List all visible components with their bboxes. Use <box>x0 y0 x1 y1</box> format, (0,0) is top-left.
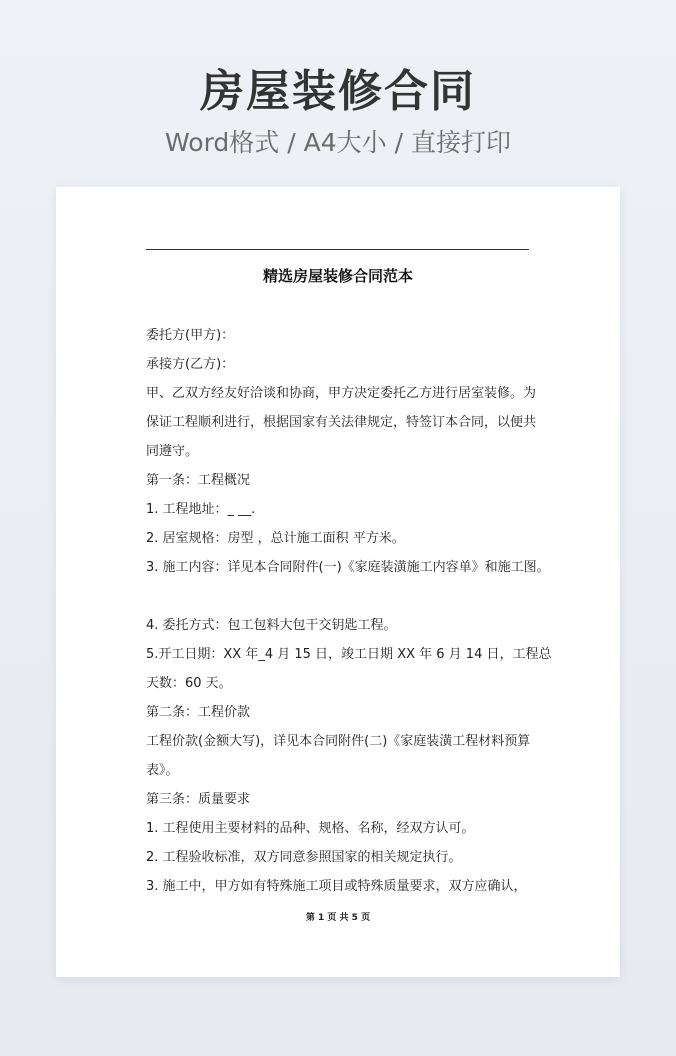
header-rule <box>146 249 529 250</box>
page-number: 第 1 页 共 5 页 <box>305 913 371 923</box>
body-line: 承接方(乙方)： <box>146 357 235 372</box>
body-line: 1. 工程使用主要材料的品种、规格、名称，经双方认可。 <box>146 821 475 836</box>
body-line: 工程价款(金额大写)，详见本合同附件(二)《家庭装潢工程材料预算 <box>146 734 531 749</box>
banner-subtitle: Word格式 / A4大小 / 直接打印 <box>165 128 511 157</box>
document-page <box>56 187 620 977</box>
section-heading: 第二条：工程价款 <box>146 705 251 720</box>
body-line: 3. 施工中，甲方如有特殊施工项目或特殊质量要求，双方应确认， <box>146 879 527 894</box>
body-line: 4. 委托方式：包工包料大包干交钥匙工程。 <box>146 618 397 633</box>
section-heading: 第一条：工程概况 <box>146 473 251 488</box>
blank-line <box>146 582 530 611</box>
body-line: 5.开工日期：XX 年_4 月 15 日，竣工日期 XX 年 6 月 14 日，工程总 <box>146 647 552 662</box>
document-body <box>146 321 552 901</box>
body-line: 3. 施工内容：详见本合同附件(一)《家庭装潢施工内容单》和施工图。 <box>146 560 550 575</box>
banner-header <box>0 62 676 160</box>
body-line: 天数：60 天。 <box>146 676 232 691</box>
body-line: 甲、乙双方经友好洽谈和协商，甲方决定委托乙方进行居室装修。为 <box>146 386 537 401</box>
document-title: 精选房屋装修合同范本 <box>262 267 413 285</box>
body-line: 保证工程顺利进行，根据国家有关法律规定，特签订本合同，以便共 <box>146 415 537 430</box>
body-line: 1. 工程地址：_ __. <box>146 502 256 517</box>
section-heading: 第三条：质量要求 <box>146 792 251 807</box>
body-line: 2. 居室规格：房型 ，总计施工面积 平方米。 <box>146 531 405 546</box>
body-line: 表》。 <box>146 763 179 778</box>
banner-title: 房屋装修合同 <box>200 66 476 117</box>
body-line: 委托方(甲方)： <box>146 328 235 343</box>
body-line: 同遵守。 <box>146 444 199 459</box>
body-line: 2. 工程验收标准，双方同意参照国家的相关规定执行。 <box>146 850 462 865</box>
